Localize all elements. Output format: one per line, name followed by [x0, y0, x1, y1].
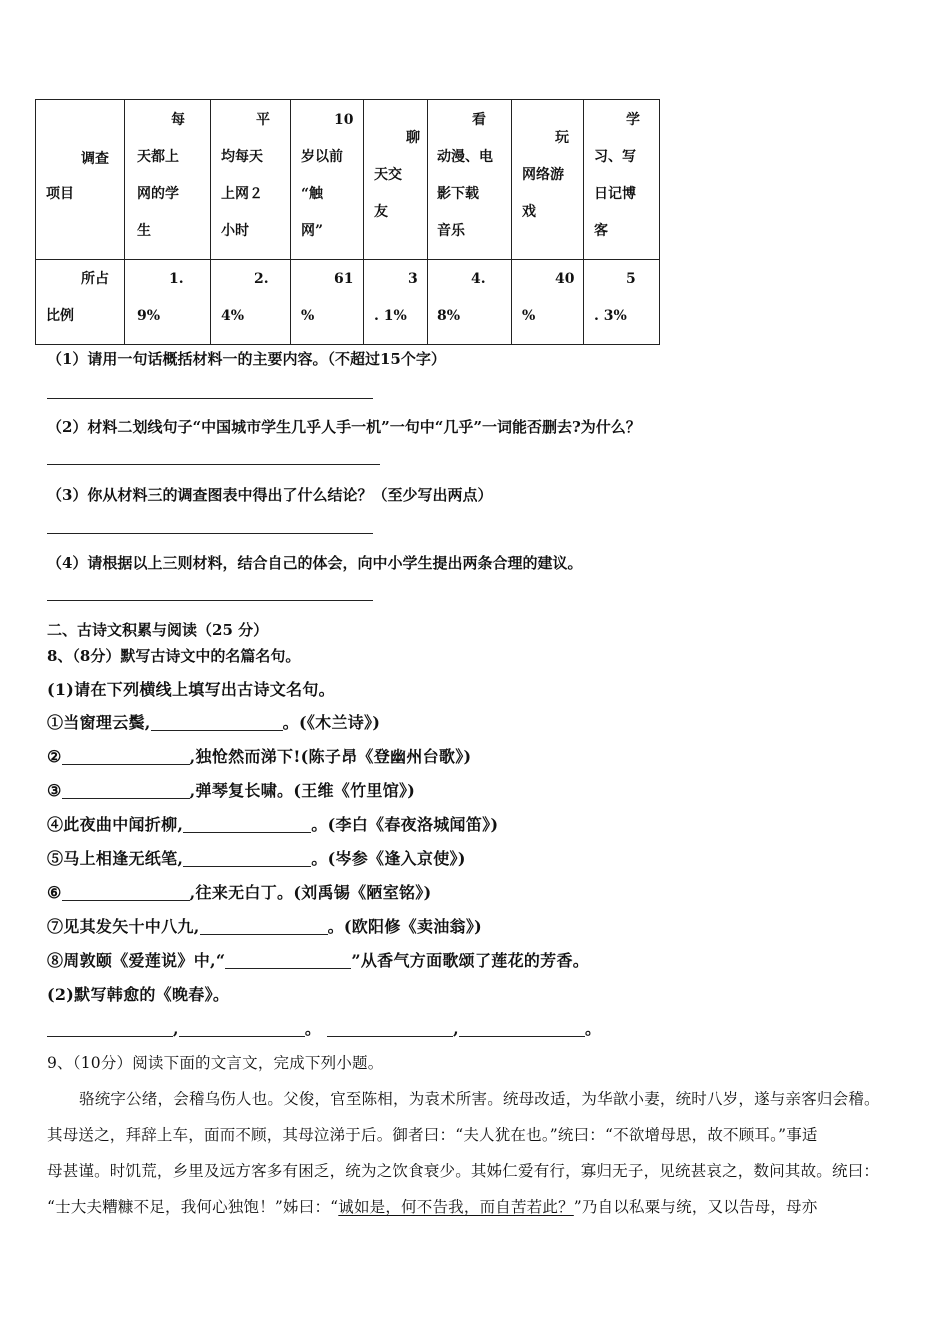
- header-cell: [512, 100, 584, 260]
- header-text: 小时: [221, 223, 249, 239]
- fill-item-1: [47, 710, 380, 733]
- value-cell: [512, 260, 584, 345]
- value-cell: [211, 260, 291, 345]
- question-4: （4）请根据以上三则材料，结合自己的体会，向中小学生提出两条合理的建议。: [47, 554, 583, 572]
- header-text: 天交: [374, 167, 402, 183]
- item-text: ,弹琴复长啸。(王维《竹里馆》): [189, 781, 416, 800]
- fill-item-4: [47, 812, 498, 835]
- item-text: 。(李白《春夜洛城闻笛》): [311, 815, 499, 834]
- value-cell: [584, 260, 660, 345]
- header-text: 玩: [555, 130, 569, 146]
- header-text: 看: [472, 112, 486, 128]
- item-text: 。(《木兰诗》): [282, 713, 381, 732]
- item-text: ①当窗理云鬓,: [47, 713, 151, 732]
- item-text: ”从香气方面歌颂了莲花的芳香。: [351, 951, 590, 970]
- answer-line[interactable]: [47, 533, 373, 534]
- value-text: 2.: [254, 271, 269, 287]
- item-text: ④此夜曲中闻折柳,: [47, 815, 184, 834]
- header-text: 习、写: [594, 149, 636, 165]
- punctuation: 。: [304, 1019, 322, 1038]
- header-text: 客: [594, 223, 608, 239]
- header-text: 网络游: [522, 167, 564, 183]
- fill-blank[interactable]: [459, 1020, 585, 1037]
- fill-item-8: [47, 948, 589, 971]
- fill-blank[interactable]: [200, 918, 328, 935]
- passage-text: ”乃自以私粟与统，又以告母，母亦: [573, 1198, 818, 1216]
- value-text: 9%: [137, 308, 161, 324]
- item-text: ,独怆然而涕下!(陈子昂《登幽州台歌》): [189, 747, 472, 766]
- fill-blank[interactable]: [62, 884, 190, 901]
- header-text: 上网２: [221, 186, 263, 202]
- punctuation: 。: [584, 1019, 602, 1038]
- header-text: 聊: [406, 130, 420, 146]
- part-2-instruction: (2)默写韩愈的《晚春》。: [47, 985, 230, 1004]
- poem-blanks: [47, 1016, 601, 1039]
- value-text: 8%: [437, 308, 461, 324]
- header-text: 日记博: [594, 186, 636, 202]
- header-cell-item: [36, 100, 125, 260]
- fill-blank[interactable]: [183, 816, 311, 833]
- header-cell: [584, 100, 660, 260]
- header-cell: [428, 100, 512, 260]
- passage-line: 骆统字公绪，会稽乌伤人也。父俊，官至陈相，为袁术所害。统母改适，为华歆小妻，统时八岁，遂与亲客归会稽。: [79, 1090, 880, 1108]
- question-3: （3）你从材料三的调查图表中得出了什么结论？（至少写出两点）: [47, 486, 493, 504]
- item-text: ⑧周敦颐《爱莲说》中,“: [47, 951, 226, 970]
- value-cell: [364, 260, 428, 345]
- section-title: 二、古诗文积累与阅读（25 分）: [47, 621, 269, 639]
- fill-blank[interactable]: [183, 850, 311, 867]
- value-cell: [428, 260, 512, 345]
- value-text: 1.: [169, 271, 184, 287]
- header-text: “触: [301, 186, 324, 202]
- answer-line[interactable]: [47, 464, 380, 465]
- fill-item-3: [47, 778, 415, 801]
- value-text: %: [301, 308, 315, 324]
- value-text: 61: [334, 271, 354, 287]
- header-label: 项目: [46, 186, 74, 202]
- header-cell: [364, 100, 428, 260]
- question-9-title: 9、（10分）阅读下面的文言文，完成下列小题。: [47, 1054, 384, 1072]
- header-text: 戏: [522, 204, 536, 220]
- value-text: 4.: [471, 271, 486, 287]
- header-text: 天都上: [137, 149, 179, 165]
- fill-item-2: [47, 744, 471, 767]
- header-text: 影下载: [437, 186, 479, 202]
- header-text: 网的学: [137, 186, 179, 202]
- underlined-sentence: 诚如是，何不告我，而自苦若此？: [338, 1198, 574, 1216]
- fill-blank[interactable]: [62, 748, 190, 765]
- table-header-row: [36, 100, 660, 260]
- punctuation: ,: [453, 1019, 459, 1038]
- fill-blank[interactable]: [151, 714, 283, 731]
- header-text: 10: [334, 112, 354, 128]
- header-text: 动漫、电: [437, 149, 493, 165]
- passage-line: [47, 1195, 817, 1217]
- item-text: ,往来无白丁。(刘禹锡《陋室铭》): [189, 883, 432, 902]
- header-label: 调查: [81, 151, 109, 167]
- fill-item-7: [47, 914, 482, 937]
- value-text: %: [522, 308, 536, 324]
- header-cell: [211, 100, 291, 260]
- part-1-instruction: (1)请在下列横线上填写出古诗文名句。: [47, 680, 335, 699]
- passage-line: 其母送之，拜辞上车，面而不顾，其母泣涕于后。御者曰：“夫人犹在也。”统曰：“不欲增母思，故不顾耳。”事适: [47, 1126, 818, 1144]
- question-1: （1）请用一句话概括材料一的主要内容。（不超过15个字）: [47, 350, 446, 368]
- fill-blank[interactable]: [62, 782, 190, 799]
- passage-text: “士大夫糟糠不足，我何心独饱！”姊曰：“: [47, 1198, 339, 1216]
- header-text: 学: [626, 112, 640, 128]
- survey-table: [35, 99, 660, 345]
- item-text: ②: [47, 747, 62, 766]
- item-text: ③: [47, 781, 62, 800]
- value-text: . 3%: [594, 308, 627, 324]
- item-text: 。(岑参《逢入京使》): [311, 849, 466, 868]
- header-text: 生: [137, 223, 151, 239]
- question-2: （2）材料二划线句子“中国城市学生几乎人手一机”一句中“几乎”一词能否删去?为什么？: [47, 418, 641, 436]
- item-text: 。(欧阳修《卖油翁》): [327, 917, 483, 936]
- value-text: 40: [555, 271, 575, 287]
- answer-line[interactable]: [47, 600, 373, 601]
- item-text: ⑥: [47, 883, 62, 902]
- value-text: . 1%: [374, 308, 407, 324]
- table-value-row: [36, 260, 660, 345]
- fill-blank[interactable]: [225, 952, 351, 969]
- value-text: 5: [626, 271, 636, 287]
- value-cell: [291, 260, 364, 345]
- item-text: ⑤马上相逢无纸笔,: [47, 849, 184, 868]
- value-text: 3: [408, 271, 418, 287]
- question-8-title: 8、（8分）默写古诗文中的名篇名句。: [47, 647, 301, 665]
- row-label: 比例: [46, 308, 74, 324]
- header-cell: [125, 100, 211, 260]
- value-text: 4%: [221, 308, 245, 324]
- row-label: 所占: [81, 271, 109, 287]
- header-text: 平: [256, 112, 270, 128]
- item-text: ⑦见其发矢十中八九,: [47, 917, 200, 936]
- value-cell: [125, 260, 211, 345]
- header-text: 每: [171, 112, 185, 128]
- answer-line[interactable]: [47, 398, 373, 399]
- fill-blank[interactable]: [47, 1020, 173, 1037]
- header-cell: [291, 100, 364, 260]
- punctuation: ,: [173, 1019, 179, 1038]
- header-text: 音乐: [437, 223, 465, 239]
- header-text: 网”: [301, 223, 324, 239]
- passage-line: 母甚谨。时饥荒，乡里及远方客多有困乏，统为之饮食衰少。其姊仁爱有行，寡归无子，见统甚哀之，数问其故。统曰：: [47, 1162, 880, 1180]
- fill-blank[interactable]: [179, 1020, 305, 1037]
- fill-item-6: [47, 880, 431, 903]
- header-text: 友: [374, 204, 388, 220]
- header-text: 均每天: [221, 149, 263, 165]
- header-text: 岁以前: [301, 149, 343, 165]
- fill-item-5: [47, 846, 466, 869]
- fill-blank[interactable]: [327, 1020, 453, 1037]
- row-label-cell: [36, 260, 125, 345]
